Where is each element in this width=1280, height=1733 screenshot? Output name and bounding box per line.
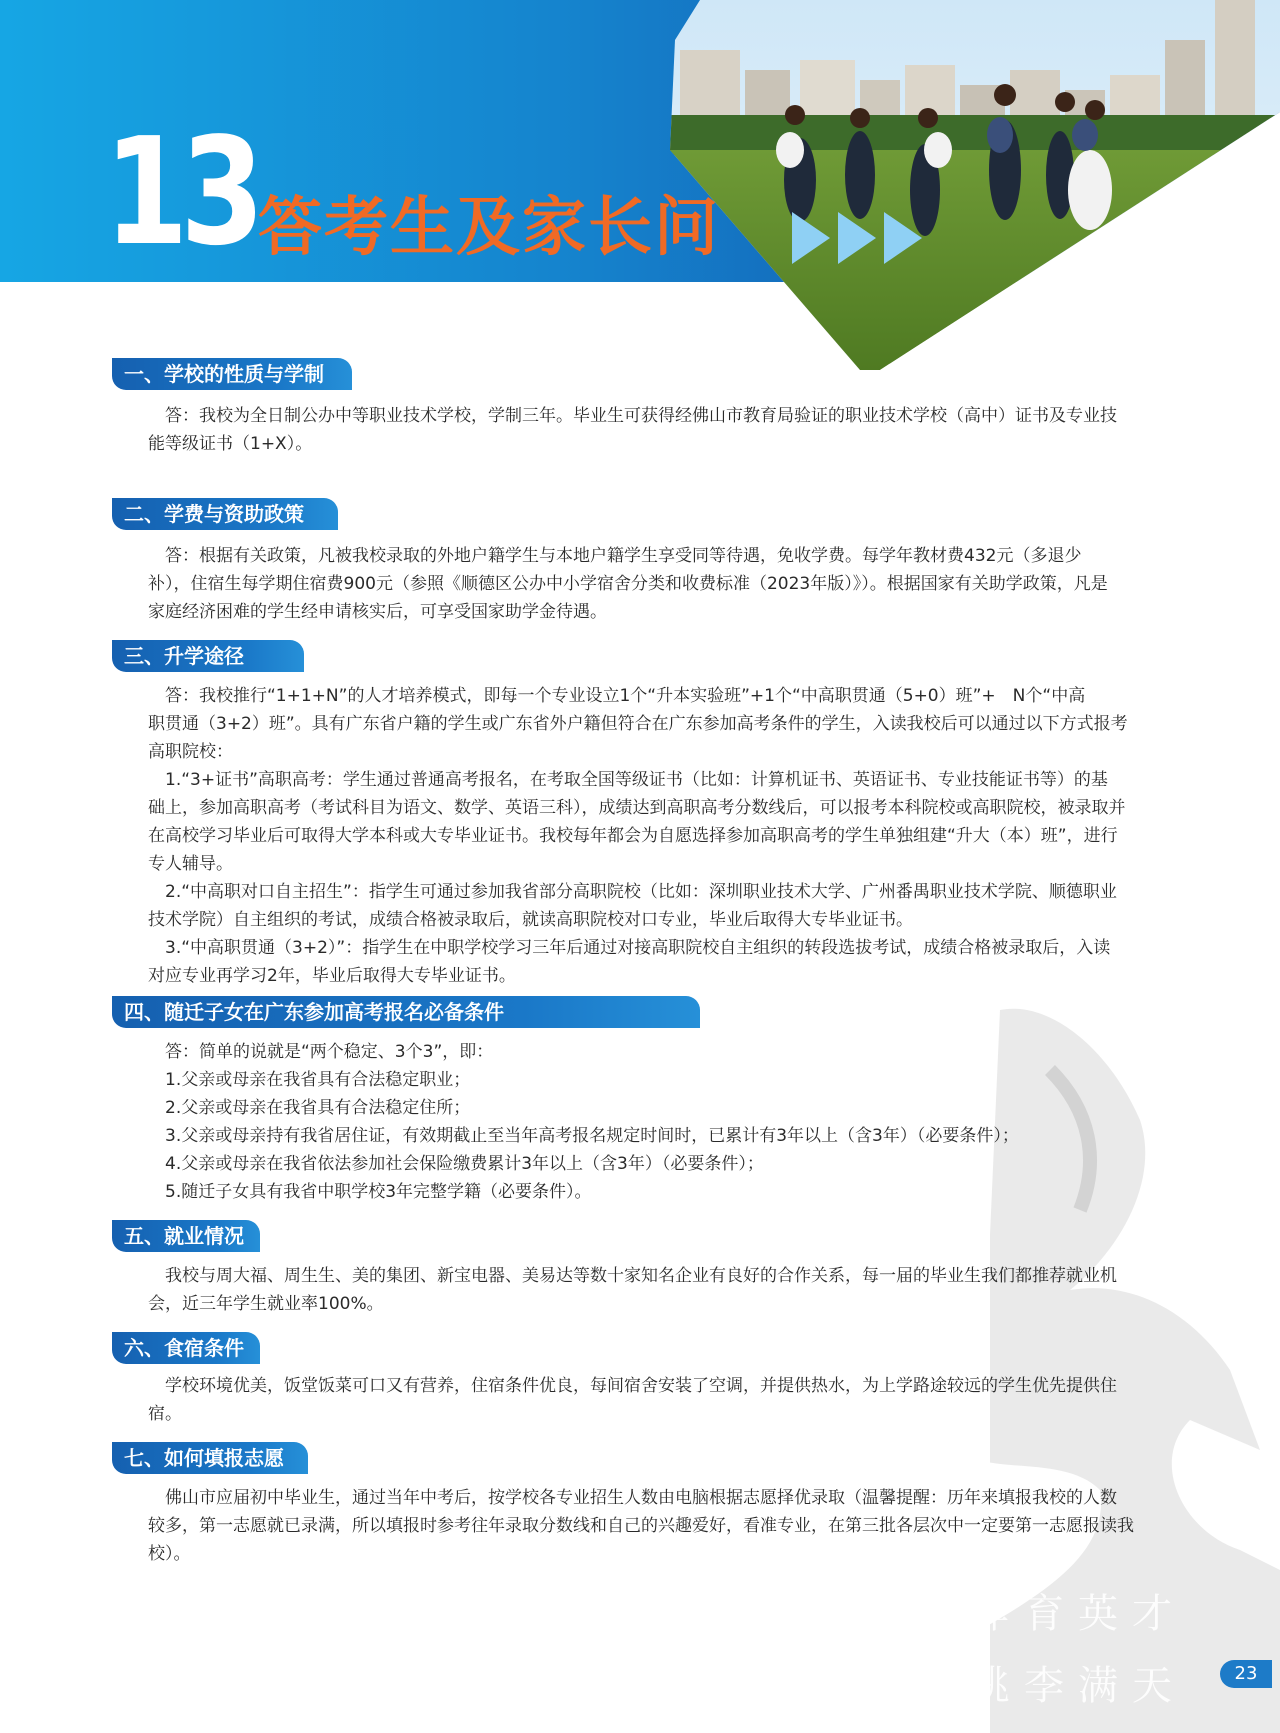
slogan-line-1: 作育英才 xyxy=(970,1591,1186,1637)
text-line: 高职院校： xyxy=(148,742,233,762)
text-line: 较多，第一志愿就已录满，所以填报时参考往年录取分数线和自己的兴趣爱好，看准专业，在第三批各层次中一定要第一志愿报读我 xyxy=(148,1516,1134,1536)
section-body-6 xyxy=(148,1372,1188,1428)
text-line: 2.父亲或母亲在我省具有合法稳定住所； xyxy=(165,1098,471,1118)
section-heading-4: 四、随迁子女在广东参加高考报名必备条件 xyxy=(112,996,700,1028)
section-body-5 xyxy=(148,1262,1188,1318)
section-heading-5: 五、就业情况 xyxy=(112,1220,260,1252)
section-heading-6: 六、食宿条件 xyxy=(112,1332,260,1364)
text-line: 答：根据有关政策，凡被我校录取的外地户籍学生与本地户籍学生享受同等待遇，免收学费。每学年教材费432元（多退少 xyxy=(165,546,1082,566)
text-line: 会，近三年学生就业率100%。 xyxy=(148,1294,384,1314)
text-line: 1.“3+证书”高职高考：学生通过普通高考报名，在考取全国等级证书（比如：计算机证书、英语证书、专业技能证书等）的基 xyxy=(165,770,1108,790)
text-line: 学校环境优美，饭堂饭菜可口又有营养，住宿条件优良，每间宿舍安装了空调，并提供热水，为上学路途较远的学生优先提供住 xyxy=(165,1376,1117,1396)
text-line: 佛山市应届初中毕业生，通过当年中考后，按学校各专业招生人数由电脑根据志愿择优录取（温馨提醒：历年来填报我校的人数 xyxy=(165,1488,1117,1508)
slogan-line-2: 桃李满天 xyxy=(970,1663,1186,1709)
section-body-7 xyxy=(148,1484,1188,1568)
text-line: 答：简单的说就是“两个稳定、3个3”，即： xyxy=(165,1042,494,1062)
section-heading-7: 七、如何填报志愿 xyxy=(112,1442,308,1474)
text-line: 础上，参加高职高考（考试科目为语文、数学、英语三科），成绩达到高职高考分数线后，可以报考本科院校或高职院校，被录取并 xyxy=(148,798,1126,818)
section-heading-3: 三、升学途径 xyxy=(112,640,304,672)
text-line: 3.父亲或母亲持有我省居住证，有效期截止至当年高考报名规定时间时，已累计有3年以上（含3年）（必要条件）； xyxy=(165,1126,1019,1146)
calligraphy-slogan xyxy=(970,1578,1200,1728)
text-line: 4.父亲或母亲在我省依法参加社会保险缴费累计3年以上（含3年）（必要条件）； xyxy=(165,1154,764,1174)
chapter-title: 答考生及家长问 xyxy=(258,191,720,265)
text-line: 家庭经济困难的学生经申请核实后，可享受国家助学金待遇。 xyxy=(148,602,607,622)
text-line: 2.“中高职对口自主招生”：指学生可通过参加我省部分高职院校（比如：深圳职业技术大学、广州番禺职业技术学院、顺德职业 xyxy=(165,882,1117,902)
text-line: 能等级证书（1+X）。 xyxy=(148,434,313,454)
page-number: 23 xyxy=(1220,1660,1272,1688)
text-line: 答：我校推行“1+1+N”的人才培养模式，即每一个专业设立1个“升本实验班”+1个“中高职贯通（5+0）班”+ N个“中高 xyxy=(165,686,1086,706)
text-line: 校）。 xyxy=(148,1544,191,1564)
section-body-1 xyxy=(148,402,1188,458)
text-line: 职贯通（3+2）班”。具有广东省户籍的学生或广东省外户籍但符合在广东参加高考条件的学生，入读我校后可以通过以下方式报考 xyxy=(148,714,1128,734)
section-heading-2: 二、学费与资助政策 xyxy=(112,498,338,530)
text-line: 3.“中高职贯通（3+2）”：指学生在中职学校学习三年后通过对接高职院校自主组织的转段选拔考试，成绩合格被录取后，入读 xyxy=(165,938,1111,958)
text-line: 答：我校为全日制公办中等职业技术学校，学制三年。毕业生可获得经佛山市教育局验证的职业技术学校（高中）证书及专业技 xyxy=(165,406,1117,426)
text-line: 对应专业再学习2年，毕业后取得大专毕业证书。 xyxy=(148,966,516,986)
section-body-4 xyxy=(148,1038,1188,1206)
text-line: 在高校学习毕业后可取得大学本科或大专毕业证书。我校每年都会为自愿选择参加高职高考的学生单独组建“升大（本）班”，进行 xyxy=(148,826,1118,846)
play-arrows-icon xyxy=(790,208,960,268)
text-line: 宿。 xyxy=(148,1404,182,1424)
text-line: 1.父亲或母亲在我省具有合法稳定职业； xyxy=(165,1070,471,1090)
section-body-3 xyxy=(148,682,1188,990)
text-line: 补），住宿生每学期住宿费900元（参照《顺德区公办中小学宿舍分类和收费标准（2023年版）》）。根据国家有关助学政策，凡是 xyxy=(148,574,1108,594)
text-line: 专人辅导。 xyxy=(148,854,233,874)
text-line: 5.随迁子女具有我省中职学校3年完整学籍（必要条件）。 xyxy=(165,1182,592,1202)
section-body-2 xyxy=(148,542,1188,626)
text-line: 技术学院）自主组织的考试，成绩合格被录取后，就读高职院校对口专业，毕业后取得大专毕业证书。 xyxy=(148,910,913,930)
text-line: 我校与周大福、周生生、美的集团、新宝电器、美易达等数十家知名企业有良好的合作关系，每一届的毕业生我们都推荐就业机 xyxy=(165,1266,1117,1286)
section-heading-1: 一、学校的性质与学制 xyxy=(112,358,352,390)
chapter-number: 13 xyxy=(104,106,257,278)
